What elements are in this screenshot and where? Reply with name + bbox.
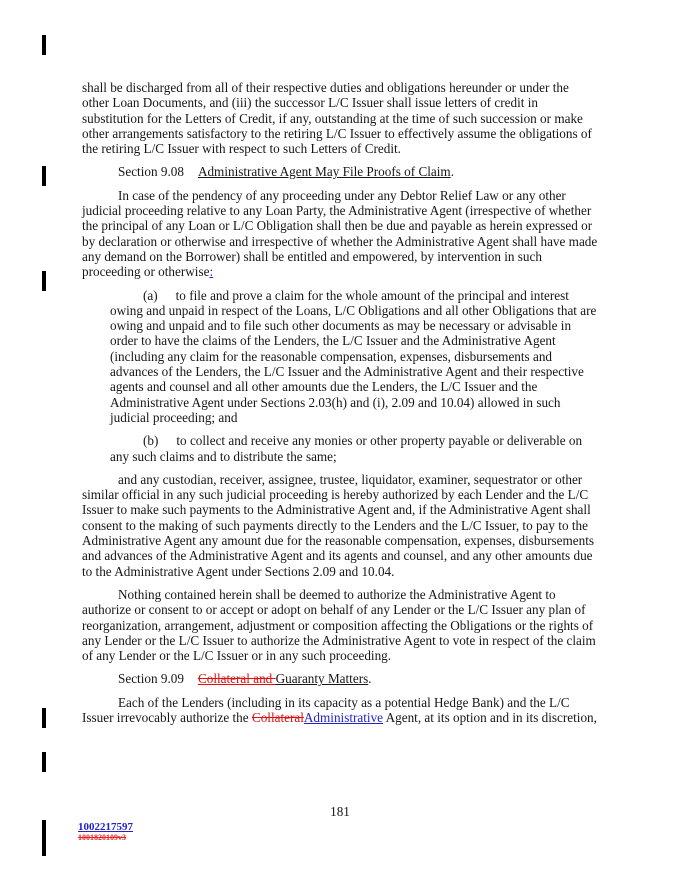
text-run: Agent, at its option and in its discretion, (383, 709, 597, 725)
revision-change-bar (42, 708, 46, 728)
doc-id-link[interactable]: 1002217597 (78, 821, 133, 833)
list-label: (a) (143, 287, 158, 303)
text-run: Collateral and (197, 671, 276, 687)
text-run: In case of the pendency of any proceeding under any Debtor Relief Law or any other judicial proceeding relative to any Loan Party, the Administrative Agent (irrespective of whether the principal of any Loan or L/C Obligation shall then be due and payable as herein expressed or by declaration or otherwise and irrespective of whether the Administrative Agent shall have made any demand on the Borrower) shall be entitled and empowered, by intervention in such proceeding or otherwise (82, 187, 598, 280)
document-content (82, 80, 599, 733)
text-run: to collect and receive any monies or other property payable or deliverable on any such claims and to distribute the same; (110, 433, 583, 464)
paragraph (82, 80, 599, 156)
list-label: (b) (143, 433, 159, 449)
revision-change-bar (42, 752, 46, 772)
text-run: shall be discharged from all of their respective duties and obligations hereunder or under the other Loan Documents, and (iii) the successor L/C Issuer shall issue letters of credit in substitution for the Letters of Credit, if any, outstanding at the time of such succession or make other arrangements satisfactory to the retiring L/C Issuer to effectively assume the obligations of the retiring L/C Issuer with respect to such Letters of Credit. (82, 80, 592, 157)
revision-change-bar (42, 271, 46, 291)
revision-change-bar (42, 35, 46, 55)
paragraph (82, 695, 599, 726)
text-run: . (450, 164, 454, 180)
text-run: Collateral (251, 709, 304, 725)
text-run: Administrative Agent May File Proofs of Claim (197, 164, 451, 180)
text-run: to file and prove a claim for the whole amount of the principal and interest owing and unpaid in respect of the Loans, L/C Obligations and all other Obligations that are owing and unpaid and to file such other documents as may be necessary or advisable in order to have the claims of the Lenders, the L/C Issuer and the Administrative Agent (including any claim for the reasonable compensation, expenses, disbursements and advances of the Lenders, the L/C Issuer and the Administrative Agent and their respective agents and counsel and all other amounts due the Lenders, the L/C Issuer and the Administrative Agent under Sections 2.03(h) and (i), 2.09 and 10.04) allowed in such judicial proceeding; and (110, 287, 597, 425)
revision-change-bar (42, 820, 46, 856)
paragraph (82, 188, 599, 280)
doc-id-previous: 1001820109v3 (78, 833, 126, 842)
text-run: : (209, 264, 214, 280)
text-run: Administrative (303, 709, 384, 725)
text-run: . (368, 671, 372, 687)
paragraph (82, 587, 599, 663)
text-run: Nothing contained herein shall be deemed to authorize the Administrative Agent to authorize or consent to or accept or adopt on behalf of any Lender or the L/C Issuer any plan of reorganization, arrangement, adjustment or composition affecting the Obligations or the rights of any Lender or the L/C Issuer to authorize the Administrative Agent to vote in respect of the claim of any Lender or the L/C Issuer or in any such proceeding. (82, 586, 596, 664)
section-heading (82, 164, 599, 179)
text-run: and any custodian, receiver, assignee, trustee, liquidator, examiner, sequestrator or other similar official in any such judicial proceeding is hereby authorized by each Lender and the L/C Issuer to make such payments to the Administrative Agent and, if the Administrative Agent shall consent to the making of such payments directly to the Lenders and the L/C Issuer, to pay to the Administrative Agent any amount due for the reasonable compensation, expenses, disbursements and advances of the Administrative Agent and its agents and counsel, and any other amounts due to the Administrative Agent under Sections 2.09 and 10.04. (82, 471, 594, 579)
text-run: Each of the Lenders (including in its capacity as a potential Hedge Bank) and the L/C Issuer irrevocably authorize the (82, 694, 570, 725)
revision-change-bar (42, 166, 46, 186)
document-footer (78, 821, 133, 843)
page-number: 181 (330, 804, 350, 819)
text-run: Section 9.08 (118, 164, 184, 180)
text-run: Section 9.09 (118, 671, 184, 687)
text-run: Guaranty Matters (275, 671, 369, 687)
list-paragraph (110, 433, 599, 464)
list-paragraph (110, 288, 599, 426)
paragraph (82, 472, 599, 579)
section-heading (82, 671, 599, 686)
